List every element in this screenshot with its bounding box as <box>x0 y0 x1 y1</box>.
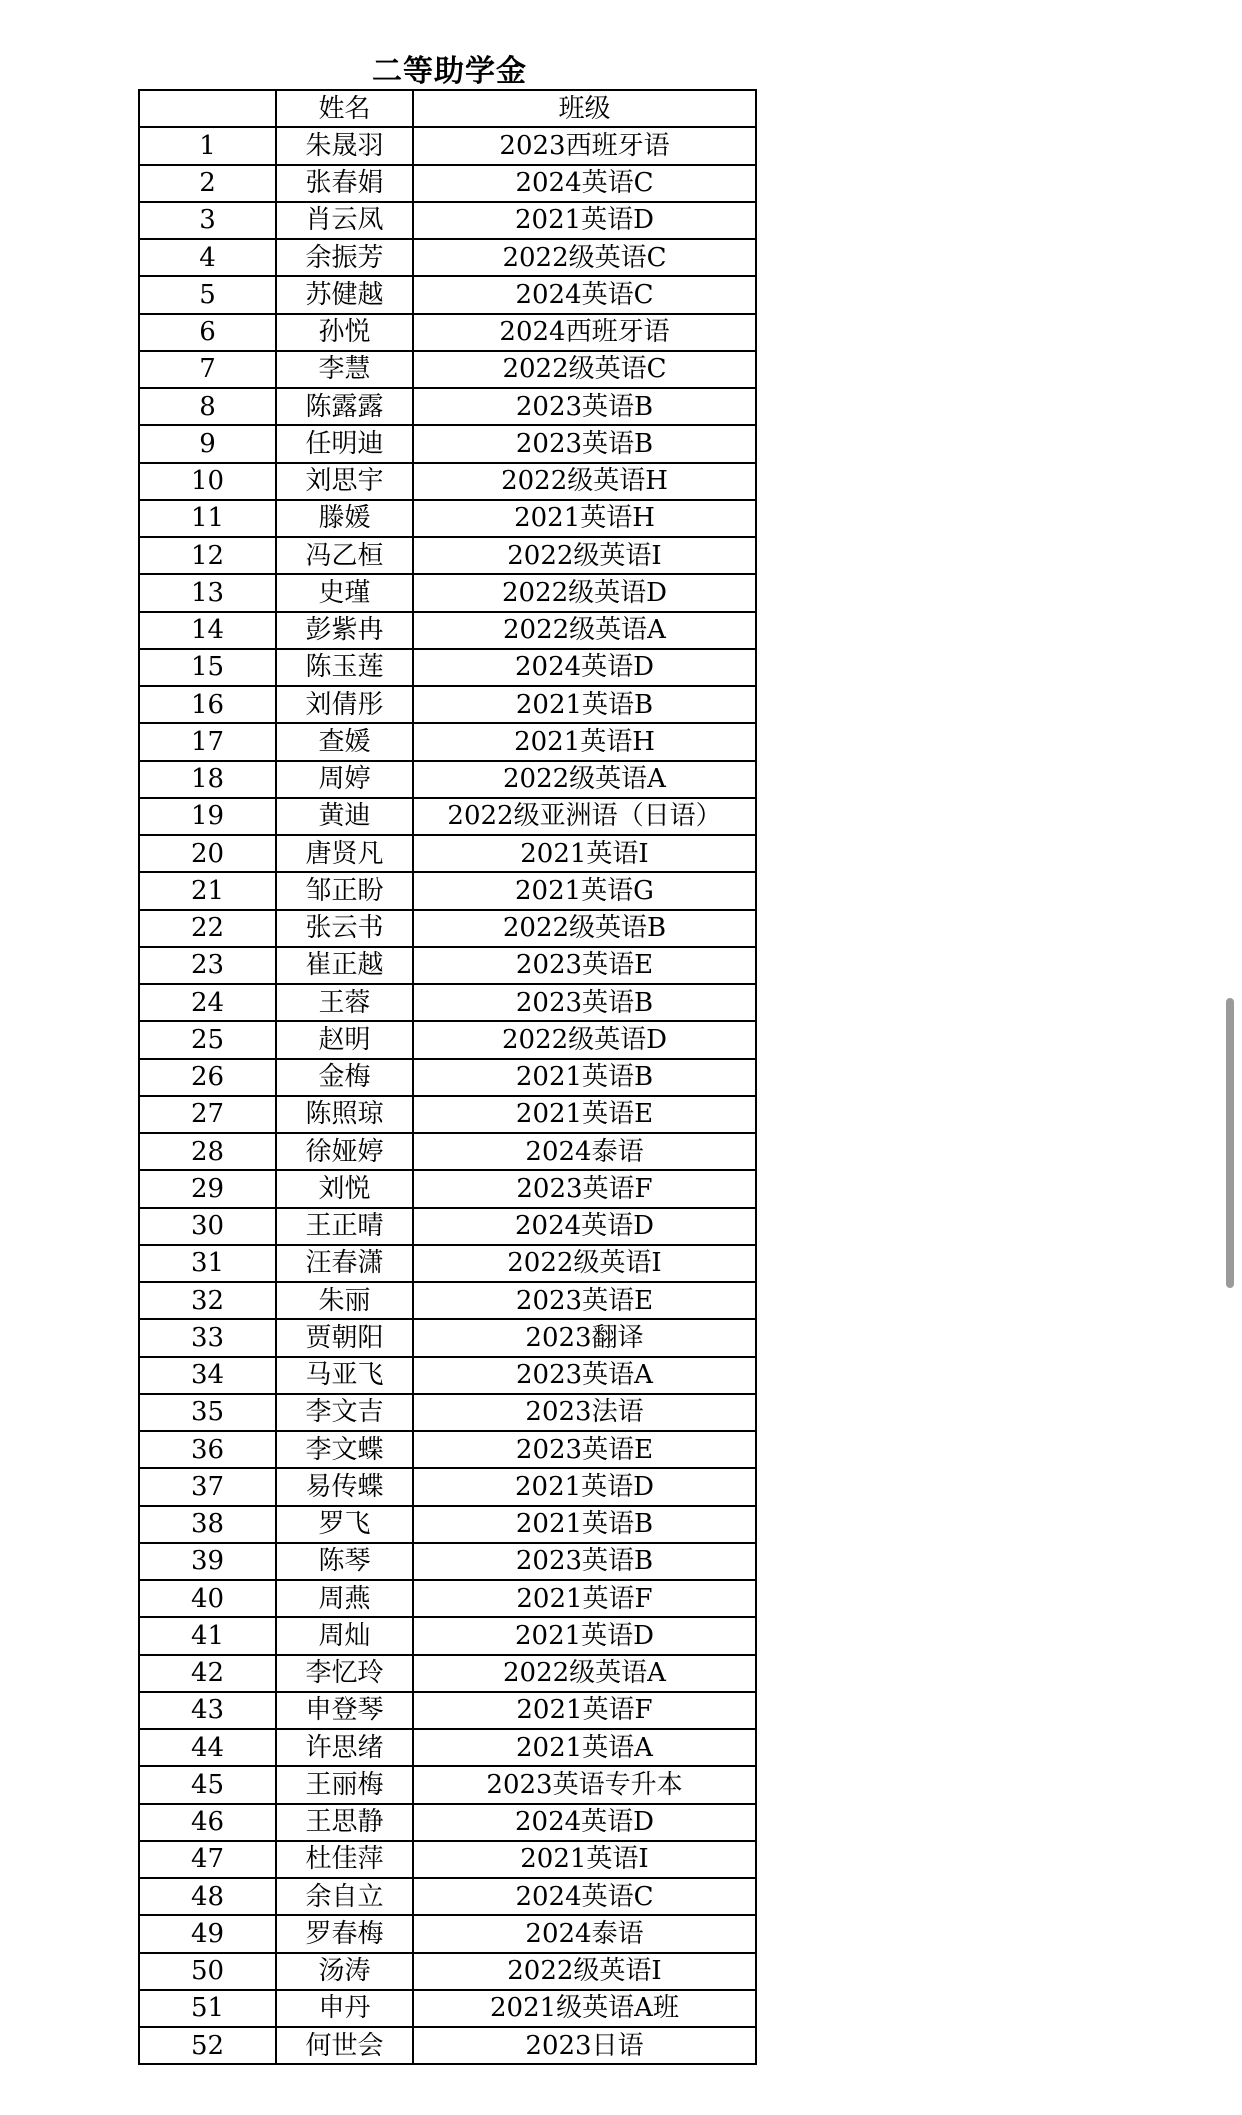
row-number: 21 <box>139 872 276 909</box>
row-number: 12 <box>139 537 276 574</box>
table-row <box>139 910 756 947</box>
class-name: 2022级英语D <box>413 1021 756 1058</box>
class-name: 2021级英语A班 <box>413 1990 756 2027</box>
class-name: 2021英语B <box>413 686 756 723</box>
table-row <box>139 1282 756 1319</box>
table-row <box>139 1617 756 1654</box>
class-name: 2021英语B <box>413 1506 756 1543</box>
class-name: 2021英语D <box>413 202 756 239</box>
class-name: 2024泰语 <box>413 1133 756 1170</box>
row-number: 3 <box>139 202 276 239</box>
row-number: 36 <box>139 1431 276 1468</box>
row-number: 45 <box>139 1766 276 1803</box>
table-row <box>139 463 756 500</box>
header-name: 姓名 <box>276 90 413 127</box>
table-row <box>139 649 756 686</box>
class-name: 2021英语B <box>413 1059 756 1096</box>
row-number: 31 <box>139 1245 276 1282</box>
student-name: 汪春潇 <box>276 1245 413 1282</box>
table-row <box>139 1021 756 1058</box>
student-name: 杜佳萍 <box>276 1841 413 1878</box>
class-name: 2023翻译 <box>413 1319 756 1356</box>
student-name: 罗飞 <box>276 1506 413 1543</box>
class-name: 2023英语B <box>413 1543 756 1580</box>
table-row <box>139 1431 756 1468</box>
table-row <box>139 1543 756 1580</box>
table-row <box>139 2027 756 2064</box>
row-number: 8 <box>139 388 276 425</box>
row-number: 15 <box>139 649 276 686</box>
row-number: 49 <box>139 1915 276 1952</box>
table-row <box>139 1357 756 1394</box>
table-row <box>139 984 756 1021</box>
table-row <box>139 1766 756 1803</box>
table-row <box>139 314 756 351</box>
table-row <box>139 425 756 462</box>
class-name: 2021英语I <box>413 835 756 872</box>
row-number: 50 <box>139 1953 276 1990</box>
row-number: 39 <box>139 1543 276 1580</box>
row-number: 7 <box>139 351 276 388</box>
scholarship-table <box>138 89 757 2065</box>
table-row <box>139 202 756 239</box>
class-name: 2024英语C <box>413 276 756 313</box>
student-name: 李文蝶 <box>276 1431 413 1468</box>
table-body <box>139 127 756 2064</box>
table-row <box>139 1580 756 1617</box>
table-row <box>139 1319 756 1356</box>
row-number: 25 <box>139 1021 276 1058</box>
class-name: 2024英语C <box>413 165 756 202</box>
class-name: 2024西班牙语 <box>413 314 756 351</box>
header-class: 班级 <box>413 90 756 127</box>
student-name: 贾朝阳 <box>276 1319 413 1356</box>
student-name: 王思静 <box>276 1804 413 1841</box>
student-name: 刘倩彤 <box>276 686 413 723</box>
row-number: 1 <box>139 127 276 164</box>
row-number: 42 <box>139 1655 276 1692</box>
table-row <box>139 500 756 537</box>
class-name: 2022级英语H <box>413 463 756 500</box>
table-row <box>139 947 756 984</box>
student-name: 查媛 <box>276 723 413 760</box>
class-name: 2021英语F <box>413 1580 756 1617</box>
table-row <box>139 1245 756 1282</box>
table-row <box>139 1804 756 1841</box>
row-number: 35 <box>139 1394 276 1431</box>
table-row <box>139 1729 756 1766</box>
table-row <box>139 1133 756 1170</box>
row-number: 11 <box>139 500 276 537</box>
row-number: 52 <box>139 2027 276 2064</box>
table-row <box>139 1059 756 1096</box>
row-number: 6 <box>139 314 276 351</box>
table-row <box>139 537 756 574</box>
row-number: 33 <box>139 1319 276 1356</box>
class-name: 2022级英语D <box>413 574 756 611</box>
row-number: 20 <box>139 835 276 872</box>
row-number: 22 <box>139 910 276 947</box>
student-name: 邹正盼 <box>276 872 413 909</box>
student-name: 汤涛 <box>276 1953 413 1990</box>
class-name: 2024英语D <box>413 1208 756 1245</box>
row-number: 34 <box>139 1357 276 1394</box>
student-name: 任明迪 <box>276 425 413 462</box>
row-number: 38 <box>139 1506 276 1543</box>
student-name: 王正晴 <box>276 1208 413 1245</box>
table-row <box>139 276 756 313</box>
row-number: 10 <box>139 463 276 500</box>
row-number: 14 <box>139 612 276 649</box>
class-name: 2024英语D <box>413 1804 756 1841</box>
student-name: 李文吉 <box>276 1394 413 1431</box>
student-name: 刘思宇 <box>276 463 413 500</box>
student-name: 张云书 <box>276 910 413 947</box>
class-name: 2023英语专升本 <box>413 1766 756 1803</box>
student-name: 史瑾 <box>276 574 413 611</box>
row-number: 4 <box>139 239 276 276</box>
class-name: 2021英语G <box>413 872 756 909</box>
class-name: 2022级英语C <box>413 351 756 388</box>
row-number: 48 <box>139 1878 276 1915</box>
student-name: 申丹 <box>276 1990 413 2027</box>
class-name: 2022级英语A <box>413 612 756 649</box>
row-number: 24 <box>139 984 276 1021</box>
table-row <box>139 239 756 276</box>
student-name: 陈玉莲 <box>276 649 413 686</box>
row-number: 16 <box>139 686 276 723</box>
student-name: 周燕 <box>276 1580 413 1617</box>
student-name: 李忆玲 <box>276 1655 413 1692</box>
table-row <box>139 723 756 760</box>
table-row <box>139 1655 756 1692</box>
row-number: 29 <box>139 1170 276 1207</box>
table-row <box>139 1915 756 1952</box>
row-number: 51 <box>139 1990 276 2027</box>
student-name: 刘悦 <box>276 1170 413 1207</box>
table-row <box>139 686 756 723</box>
class-name: 2023英语B <box>413 388 756 425</box>
row-number: 18 <box>139 761 276 798</box>
student-name: 苏健越 <box>276 276 413 313</box>
table-row <box>139 388 756 425</box>
student-name: 李慧 <box>276 351 413 388</box>
table-header-row <box>139 90 756 127</box>
student-name: 马亚飞 <box>276 1357 413 1394</box>
student-name: 金梅 <box>276 1059 413 1096</box>
student-name: 徐娅婷 <box>276 1133 413 1170</box>
row-number: 26 <box>139 1059 276 1096</box>
table-row <box>139 835 756 872</box>
student-name: 陈琴 <box>276 1543 413 1580</box>
row-number: 28 <box>139 1133 276 1170</box>
student-name: 朱丽 <box>276 1282 413 1319</box>
class-name: 2021英语I <box>413 1841 756 1878</box>
table-row <box>139 798 756 835</box>
row-number: 5 <box>139 276 276 313</box>
class-name: 2022级英语A <box>413 761 756 798</box>
document-title: 二等助学金 <box>372 54 527 89</box>
class-name: 2023法语 <box>413 1394 756 1431</box>
student-name: 肖云凤 <box>276 202 413 239</box>
student-name: 朱晟羽 <box>276 127 413 164</box>
class-name: 2023英语B <box>413 984 756 1021</box>
class-name: 2021英语E <box>413 1096 756 1133</box>
class-name: 2021英语H <box>413 500 756 537</box>
class-name: 2023英语E <box>413 947 756 984</box>
table-row <box>139 1990 756 2027</box>
student-name: 冯乙桓 <box>276 537 413 574</box>
row-number: 40 <box>139 1580 276 1617</box>
class-name: 2022级英语I <box>413 1245 756 1282</box>
class-name: 2022级英语A <box>413 1655 756 1692</box>
table-row <box>139 1468 756 1505</box>
table-row <box>139 1170 756 1207</box>
table-row <box>139 351 756 388</box>
row-number: 43 <box>139 1692 276 1729</box>
row-number: 46 <box>139 1804 276 1841</box>
student-name: 赵明 <box>276 1021 413 1058</box>
row-number: 2 <box>139 165 276 202</box>
student-name: 孙悦 <box>276 314 413 351</box>
row-number: 37 <box>139 1468 276 1505</box>
student-name: 罗春梅 <box>276 1915 413 1952</box>
class-name: 2023英语B <box>413 425 756 462</box>
table-row <box>139 127 756 164</box>
row-number: 17 <box>139 723 276 760</box>
class-name: 2021英语F <box>413 1692 756 1729</box>
table-row <box>139 1506 756 1543</box>
class-name: 2024泰语 <box>413 1915 756 1952</box>
class-name: 2021英语H <box>413 723 756 760</box>
row-number: 13 <box>139 574 276 611</box>
student-name: 申登琴 <box>276 1692 413 1729</box>
table-row <box>139 1394 756 1431</box>
table-row <box>139 1953 756 1990</box>
student-name: 唐贤凡 <box>276 835 413 872</box>
student-name: 彭紫冉 <box>276 612 413 649</box>
class-name: 2023英语E <box>413 1282 756 1319</box>
student-name: 黄迪 <box>276 798 413 835</box>
student-name: 王丽梅 <box>276 1766 413 1803</box>
class-name: 2022级英语I <box>413 537 756 574</box>
student-name: 何世会 <box>276 2027 413 2064</box>
class-name: 2023日语 <box>413 2027 756 2064</box>
student-name: 易传蝶 <box>276 1468 413 1505</box>
student-name: 崔正越 <box>276 947 413 984</box>
student-name: 周婷 <box>276 761 413 798</box>
row-number: 9 <box>139 425 276 462</box>
row-number: 27 <box>139 1096 276 1133</box>
row-number: 44 <box>139 1729 276 1766</box>
class-name: 2022级英语C <box>413 239 756 276</box>
student-name: 王蓉 <box>276 984 413 1021</box>
table-row <box>139 872 756 909</box>
student-name: 余振芳 <box>276 239 413 276</box>
class-name: 2024英语D <box>413 649 756 686</box>
table-row <box>139 1878 756 1915</box>
row-number: 41 <box>139 1617 276 1654</box>
class-name: 2022级英语B <box>413 910 756 947</box>
class-name: 2021英语D <box>413 1468 756 1505</box>
class-name: 2023英语E <box>413 1431 756 1468</box>
student-name: 许思绪 <box>276 1729 413 1766</box>
header-number <box>139 90 276 127</box>
student-name: 余自立 <box>276 1878 413 1915</box>
class-name: 2023西班牙语 <box>413 127 756 164</box>
class-name: 2022级英语I <box>413 1953 756 1990</box>
table-row <box>139 761 756 798</box>
class-name: 2022级亚洲语（日语） <box>413 798 756 835</box>
table-row <box>139 574 756 611</box>
table-row <box>139 1096 756 1133</box>
class-name: 2024英语C <box>413 1878 756 1915</box>
student-name: 陈露露 <box>276 388 413 425</box>
class-name: 2021英语A <box>413 1729 756 1766</box>
table-row <box>139 612 756 649</box>
row-number: 19 <box>139 798 276 835</box>
row-number: 30 <box>139 1208 276 1245</box>
table-row <box>139 1208 756 1245</box>
student-name: 张春娟 <box>276 165 413 202</box>
table-row <box>139 165 756 202</box>
class-name: 2023英语A <box>413 1357 756 1394</box>
student-name: 滕媛 <box>276 500 413 537</box>
student-name: 陈照琼 <box>276 1096 413 1133</box>
row-number: 47 <box>139 1841 276 1878</box>
table-row <box>139 1841 756 1878</box>
row-number: 23 <box>139 947 276 984</box>
row-number: 32 <box>139 1282 276 1319</box>
table-row <box>139 1692 756 1729</box>
vertical-scrollbar[interactable] <box>1226 998 1234 1288</box>
class-name: 2023英语F <box>413 1170 756 1207</box>
class-name: 2021英语D <box>413 1617 756 1654</box>
student-name: 周灿 <box>276 1617 413 1654</box>
